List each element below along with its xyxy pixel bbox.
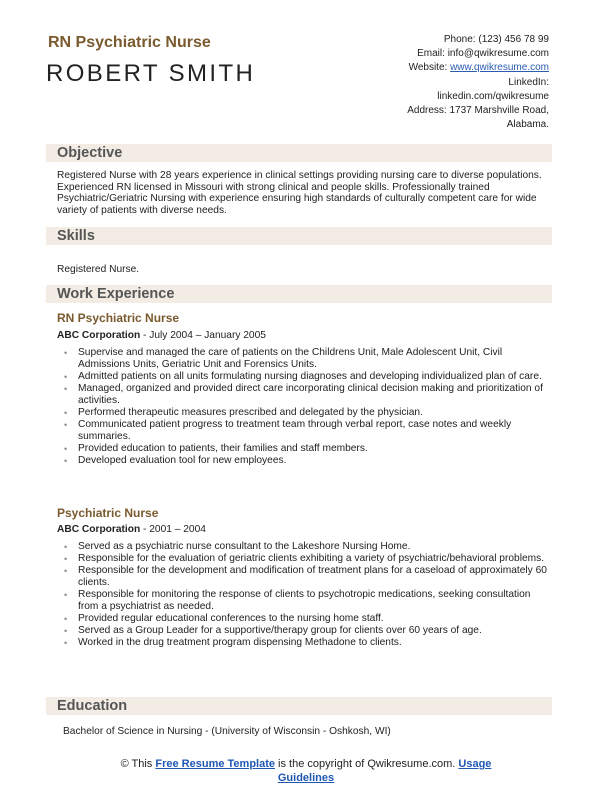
email-value: info@qwikresume.com <box>447 48 549 60</box>
contact-email <box>309 47 549 61</box>
list-item: • Supervise and managed the care of patients on the Childrens Unit, Male Adolescent Unit, Civil Admissions Units, Geriatric Unit and Forensics Units. <box>63 347 553 371</box>
usage-link[interactable]: Usage <box>458 758 492 770</box>
contact-linkedin: linkedin.com/qwikresume <box>437 90 549 102</box>
job-2-title: Psychiatric Nurse <box>57 506 159 520</box>
footer <box>0 757 612 785</box>
list-item: • Responsible for the evaluation of geriatric clients exhibiting a variety of psychiatric/behavioral problems. <box>63 553 553 565</box>
contact-website <box>309 61 549 75</box>
list-item: • Responsible for the development and modification of treatment plans for a caseload of approximately 60 clients. <box>63 565 553 589</box>
job-1-company: ABC Corporation <box>57 330 141 341</box>
list-item: • Served as a Group Leader for a supportive/therapy group for clients over 60 years of age. <box>63 625 553 637</box>
job-1-dates: - July 2004 – January 2005 <box>140 330 266 341</box>
job-1-title: RN Psychiatric Nurse <box>57 311 180 325</box>
contact-address-line2: Alabama. <box>506 119 549 131</box>
list-item: • Managed, organized and provided direct care incorporating clinical decision making and prioritization of activities. <box>63 383 553 407</box>
skills-section-bar <box>46 227 552 245</box>
contact-block <box>309 33 549 132</box>
list-item: • Provided regular educational conferences to the nursing home staff. <box>63 613 553 625</box>
contact-address <box>309 104 549 118</box>
objective-heading: Objective <box>57 145 123 161</box>
skills-heading: Skills <box>57 228 95 244</box>
list-item: • Admitted patients on all units formulating nursing diagnoses and developing individualized plan of care. <box>63 371 553 383</box>
job-1-company-line <box>57 330 266 341</box>
contact-linkedin-label: LinkedIn: <box>508 76 549 88</box>
website-link[interactable]: www.qwikresume.com <box>450 62 549 74</box>
guidelines-link[interactable]: Guidelines <box>277 772 335 784</box>
website-label: Website: <box>408 62 448 74</box>
footer-line-1 <box>0 757 612 771</box>
address-label: Address: <box>407 105 447 117</box>
job-2-bullets <box>63 541 553 649</box>
objective-text: Registered Nurse with 28 years experience in clinical settings providing nursing care to diverse populations. Experienced RN licensed in Missouri with strong clinical and people skills. Professionally trained Psychiatric/Geriatric Nursing with experience ensuring high standards of culturally competent care for wide variety of patients with diverse needs. <box>57 170 542 217</box>
list-item: • Performed therapeutic measures prescribed and delegated by the physician. <box>63 407 553 419</box>
skills-text: Registered Nurse. <box>57 264 140 275</box>
list-item: • Developed evaluation tool for new employees. <box>63 455 553 467</box>
list-item: • Worked in the drug treatment program dispensing Methadone to clients. <box>63 637 553 649</box>
list-item: • Served as a psychiatric nurse consultant to the Lakeshore Nursing Home. <box>63 541 553 553</box>
address-line1: 1737 Marshville Road, <box>449 105 549 117</box>
job-2-dates: - 2001 – 2004 <box>140 524 206 535</box>
list-item: • Communicated patient progress to treatment team through verbal report, case notes and weekly summaries. <box>63 419 553 443</box>
job-1-bullets <box>63 347 553 467</box>
phone-label: Phone: <box>443 34 476 45</box>
phone-value: (123) 456 78 99 <box>478 34 549 45</box>
contact-phone <box>309 33 549 47</box>
list-item: • Provided education to patients, their families and staff members. <box>63 443 553 455</box>
education-heading: Education <box>57 698 128 714</box>
education-text: Bachelor of Science in Nursing - (University of Wisconsin - Oshkosh, WI) <box>63 726 391 737</box>
list-item: • Responsible for monitoring the response of clients to psychotropic medications, seeking consultation from a psychiatrist as needed. <box>63 589 553 613</box>
free-resume-template-link[interactable]: Free Resume Template <box>155 758 275 770</box>
footer-middle: is the copyright of Qwikresume.com. <box>275 758 459 770</box>
job-2-company-line <box>57 524 206 535</box>
work-heading: Work Experience <box>57 286 175 302</box>
footer-prefix: © This <box>120 758 156 770</box>
job-2-company: ABC Corporation <box>57 524 141 535</box>
header-job-title: RN Psychiatric Nurse <box>48 34 211 51</box>
candidate-name: ROBERT SMITH <box>46 60 256 87</box>
email-label: Email: <box>417 48 445 60</box>
footer-line-2 <box>0 771 612 785</box>
